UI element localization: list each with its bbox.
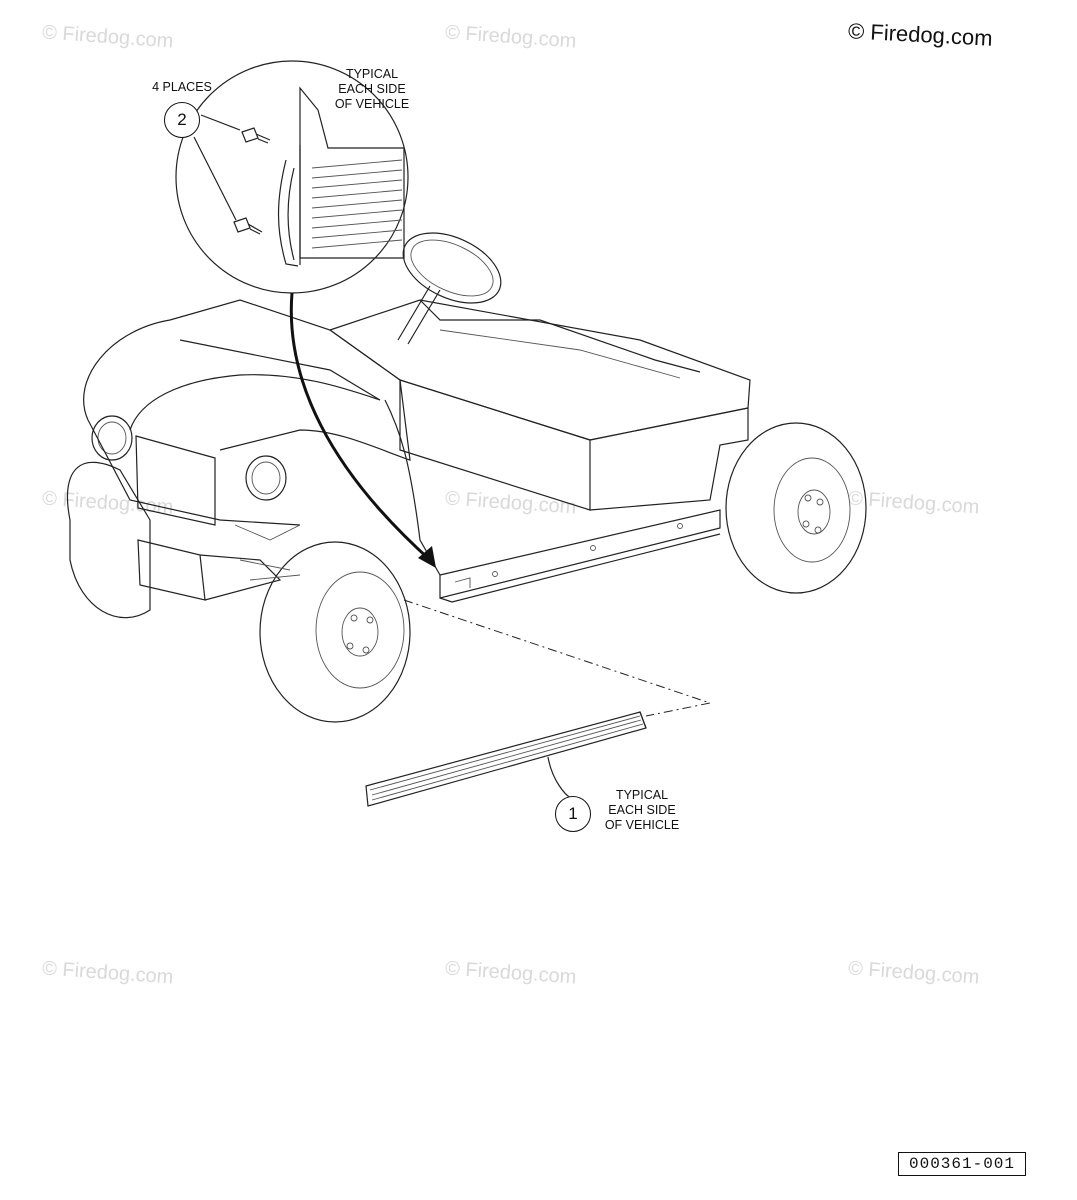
detail-panel-drawing <box>279 88 405 266</box>
watermark: © Firedog.com <box>444 957 578 989</box>
watermark: © Firedog.com <box>444 487 578 519</box>
part-note-line: OF VEHICLE <box>604 818 680 832</box>
part-note <box>596 788 688 833</box>
detail-count-label: 4 PLACES <box>152 80 212 94</box>
watermark: © Firedog.com <box>41 957 175 989</box>
brand-watermark: © Firedog.com <box>847 18 994 51</box>
watermark: © Firedog.com <box>847 487 981 519</box>
detail-note-line: TYPICAL <box>345 67 399 81</box>
detail-note <box>326 67 418 112</box>
detail-note-line: OF VEHICLE <box>334 97 410 111</box>
golf-cart-drawing <box>67 219 866 722</box>
detail-note-line: EACH SIDE <box>338 82 406 96</box>
part-note-line: EACH SIDE <box>608 803 676 817</box>
watermark: © Firedog.com <box>41 21 175 53</box>
screw-icon <box>242 128 270 143</box>
figure-id: 000361-001 <box>898 1152 1026 1176</box>
callout-2: 2 <box>164 102 200 138</box>
part-note-line: TYPICAL <box>615 788 669 802</box>
callout-1: 1 <box>555 796 591 832</box>
watermark: © Firedog.com <box>847 957 981 989</box>
screw-icon <box>234 218 262 234</box>
watermark: © Firedog.com <box>444 21 578 53</box>
watermark: © Firedog.com <box>41 487 175 519</box>
